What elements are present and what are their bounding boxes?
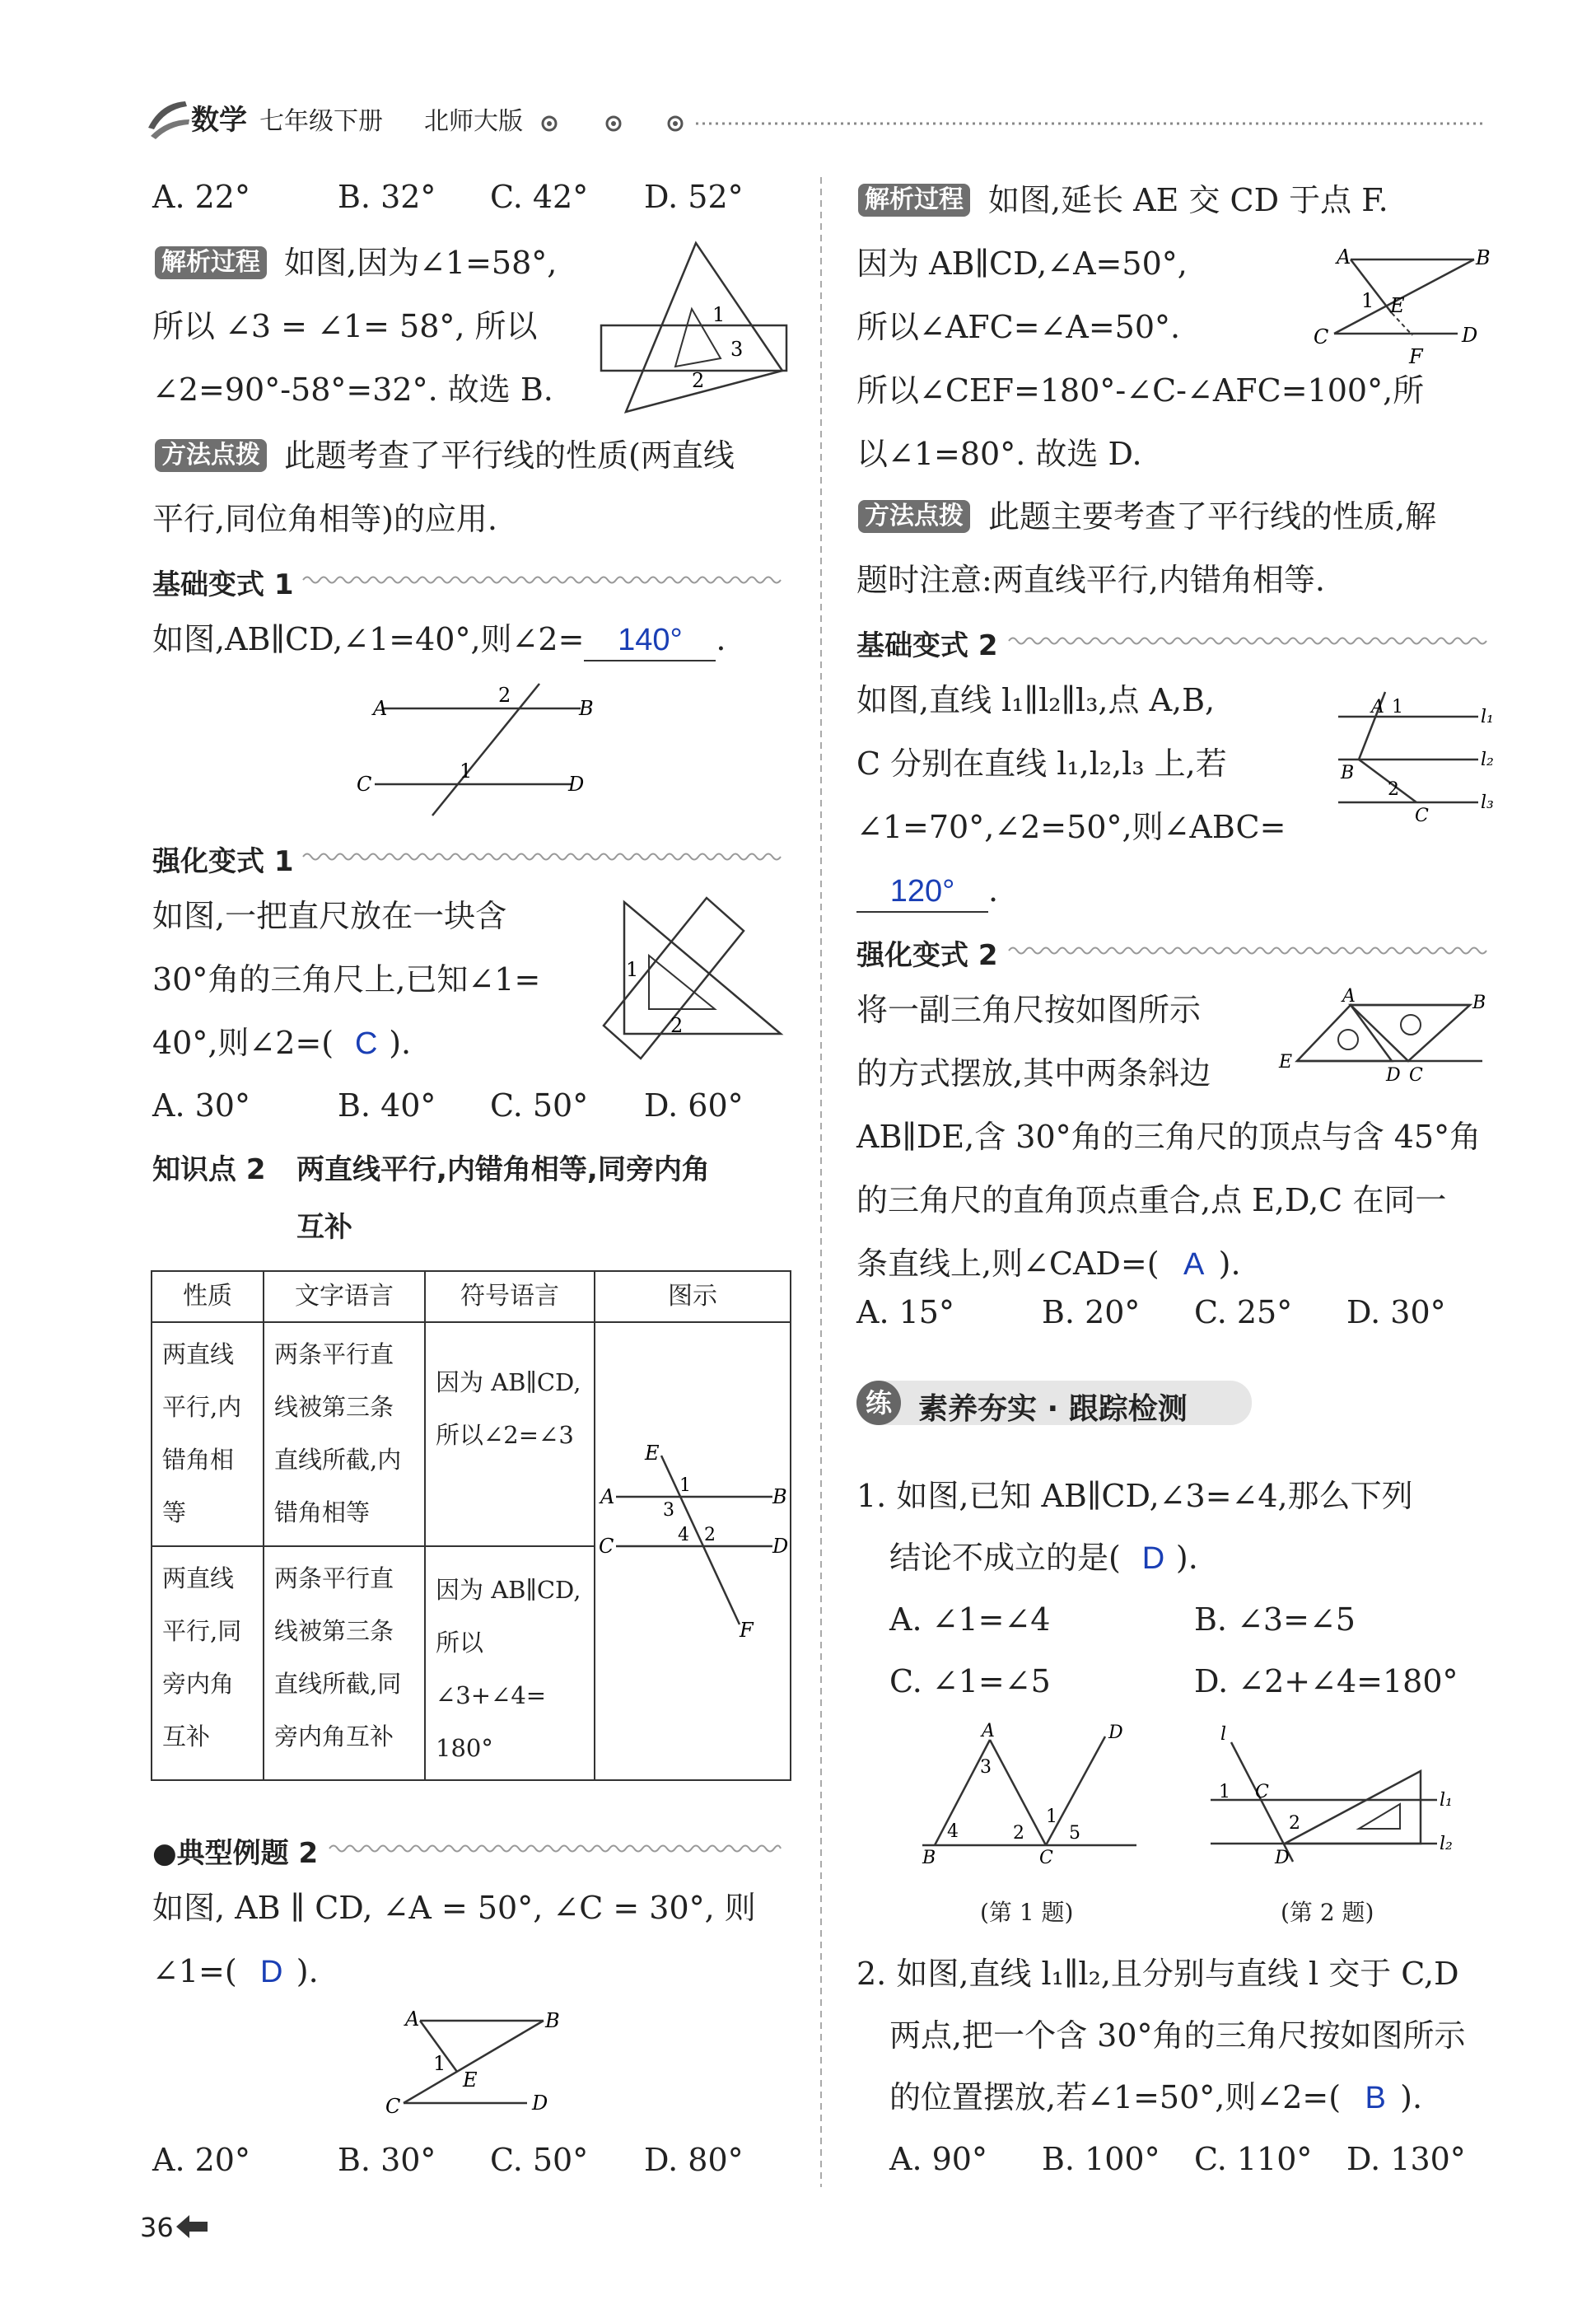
q1-figure	[914, 1722, 1145, 1870]
svg-text:A: A	[405, 2008, 420, 2031]
svg-text:B: B	[772, 1485, 787, 1508]
basic2-line2: C 分别在直线 l₁,l₂,l₃ 上,若	[856, 746, 1227, 782]
strong2-line2: 的方式摆放,其中两条斜边	[856, 1055, 1211, 1091]
svg-text:C: C	[599, 1535, 614, 1558]
q1-line1: 1. 如图,已知 AB∥CD,∠3=∠4,那么下列	[856, 1478, 1413, 1514]
svg-text:A: A	[982, 1721, 995, 1741]
knowledge-point-label: 知识点 2	[152, 1153, 266, 1186]
example2-option-a: A. 20°	[152, 2142, 250, 2178]
strong1-option-a: A. 30°	[152, 1087, 250, 1124]
svg-text:1: 1	[679, 1475, 691, 1496]
example2-figure	[371, 2006, 576, 2129]
parallel-lines-figure-basic1	[350, 675, 614, 824]
cell-line: 直线所截,内	[274, 1446, 402, 1474]
svg-text:B: B	[1341, 763, 1355, 783]
svg-text:B: B	[545, 2009, 560, 2032]
strong2-option-b: B. 20°	[1042, 1294, 1141, 1330]
svg-text:F: F	[1409, 345, 1423, 368]
q1-answer: D	[1141, 1541, 1165, 1576]
set-squares-figure	[1272, 986, 1495, 1087]
q1-option-b: B. ∠3=∠5	[1194, 1601, 1356, 1638]
q2-option-a: A. 90°	[889, 2141, 987, 2177]
analysis-tag-left: 解析过程	[155, 246, 267, 279]
example2-wave	[329, 1843, 781, 1854]
cell-line: 线被第三条	[274, 1617, 394, 1645]
analysis-left-line2: 所以 ∠3 = ∠1= 58°, 所以	[152, 308, 538, 344]
strong1-option-d: D. 60°	[644, 1087, 744, 1124]
cell-line: 平行,同	[162, 1617, 242, 1645]
book-logo-icon	[144, 95, 194, 144]
strong2-title: 强化变式 2	[856, 939, 998, 972]
cell-line: 直线所截,同	[274, 1670, 402, 1698]
method-right-line1: 此题主要考查了平行线的性质,解	[988, 498, 1437, 535]
method-left-line1: 此题考查了平行线的性质(两直线	[284, 437, 735, 474]
svg-text:C: C	[1314, 325, 1329, 348]
svg-text:3: 3	[730, 338, 744, 361]
q2-line3	[889, 2078, 1422, 2118]
analysis-right-line1: 如图,延长 AE 交 CD 于点 F.	[988, 182, 1388, 218]
example2-title: ●典型例题 2	[152, 1837, 319, 1870]
svg-text:1: 1	[433, 2052, 446, 2075]
strong2-line5-text: 条直线上,则∠CAD=(	[856, 1246, 1160, 1282]
q2-answer: B	[1365, 2081, 1386, 2115]
svg-text:A: A	[1342, 986, 1356, 1007]
cell-line: 线被第三条	[274, 1393, 394, 1421]
basic2-wave	[1009, 635, 1486, 647]
strong1-line3-end: ).	[389, 1025, 412, 1061]
cell-line: 两直线	[162, 1340, 235, 1368]
svg-text:B: B	[579, 697, 594, 720]
strong2-option-d: D. 30°	[1346, 1294, 1446, 1330]
svg-text:5: 5	[1069, 1823, 1080, 1844]
svg-text:B: B	[1472, 993, 1486, 1013]
analysis-right-figure	[1305, 243, 1495, 375]
q2-line3-end: ).	[1400, 2079, 1423, 2115]
q2-line1: 2. 如图,直线 l₁∥l₂,且分别与直线 l 交于 C,D	[856, 1956, 1459, 1992]
svg-text:E: E	[463, 2068, 478, 2092]
cell-line: 旁内角互补	[274, 1722, 394, 1750]
svg-text:4: 4	[947, 1821, 959, 1842]
svg-text:l₃: l₃	[1481, 792, 1494, 813]
strong2-wave	[1009, 945, 1486, 956]
svg-text:C: C	[357, 773, 372, 796]
cell-line: 180°	[436, 1734, 493, 1762]
strong1-line3	[152, 1023, 411, 1063]
q0-option-d: D. 52°	[644, 179, 744, 215]
fig1-caption: (第 1 题)	[980, 1899, 1074, 1926]
svg-text:l₂: l₂	[1440, 1834, 1453, 1854]
svg-text:D: D	[1386, 1065, 1401, 1086]
knowledge-point-title-2: 互补	[296, 1211, 352, 1244]
q2-figure	[1202, 1722, 1466, 1870]
strong1-line3-text: 40°,则∠2=(	[152, 1025, 334, 1061]
arrow-left-icon	[175, 2213, 211, 2241]
table-cell-text	[264, 1322, 425, 1546]
three-lines-figure	[1334, 688, 1499, 828]
q1-line2	[889, 1538, 1198, 1578]
svg-text:A: A	[1371, 697, 1384, 717]
svg-text:2: 2	[704, 1525, 716, 1545]
ruler-triangle-figure-1	[597, 239, 795, 420]
q1-option-c: C. ∠1=∠5	[889, 1663, 1051, 1699]
analysis-right-line2: 因为 AB∥CD,∠A=50°,	[856, 245, 1188, 282]
method-left-line2: 平行,同位角相等)的应用.	[152, 501, 497, 537]
table-cell-prop	[152, 1546, 264, 1780]
strong1-option-b: B. 40°	[338, 1087, 436, 1124]
svg-text:4: 4	[678, 1525, 689, 1545]
strong1-title: 强化变式 1	[152, 845, 294, 878]
header-edition: 北师大版	[424, 107, 523, 136]
svg-text:E: E	[1390, 294, 1405, 317]
cell-line: 所以∠2=∠3	[436, 1421, 574, 1449]
strong1-answer: C	[354, 1026, 378, 1061]
q0-option-a: A. 22°	[152, 179, 250, 215]
svg-text:A: A	[1337, 245, 1351, 269]
table-cell-prop	[152, 1322, 264, 1546]
svg-text:E: E	[645, 1442, 660, 1465]
basic1-question: 如图,AB∥CD,∠1=40°,则∠2= 140° .	[152, 619, 726, 661]
table-header-row	[152, 1271, 791, 1322]
svg-text:B: B	[922, 1848, 936, 1868]
strong2-line1: 将一副三角尺按如图所示	[856, 992, 1202, 1028]
cell-line: 错角相	[162, 1446, 235, 1474]
basic1-wave	[303, 574, 781, 586]
table-cell-symbol	[425, 1546, 595, 1780]
q1-line2-text: 结论不成立的是(	[889, 1540, 1121, 1576]
svg-text:C: C	[1039, 1848, 1053, 1868]
svg-text:1: 1	[712, 303, 726, 326]
cell-line: 因为 AB∥CD,	[436, 1368, 581, 1396]
svg-text:1: 1	[1046, 1807, 1057, 1827]
svg-text:2: 2	[498, 684, 511, 707]
basic2-line1: 如图,直线 l₁∥l₂∥l₃,点 A,B,	[856, 682, 1216, 718]
strong1-line1: 如图,一把直尺放在一块含	[152, 898, 507, 934]
svg-text:F: F	[740, 1619, 754, 1642]
svg-text:1: 1	[460, 760, 473, 783]
svg-text:A: A	[373, 697, 388, 720]
knowledge-point-title-1: 两直线平行,内错角相等,同旁内角	[296, 1153, 710, 1186]
q2-line2: 两点,把一个含 30°角的三角尺按如图所示	[889, 2017, 1466, 2054]
cell-line: 互补	[162, 1722, 211, 1750]
svg-text:A: A	[600, 1485, 615, 1508]
fig2-caption: (第 2 题)	[1281, 1899, 1374, 1926]
method-right-line2: 题时注意:两直线平行,内错角相等.	[856, 562, 1325, 598]
svg-text:D: D	[532, 2092, 548, 2115]
basic1-text: 如图,AB∥CD,∠1=40°,则∠2=	[152, 621, 585, 657]
table-header-cell: 性质	[152, 1271, 264, 1322]
cell-line: 平行,内	[162, 1393, 242, 1421]
svg-text:2: 2	[1388, 779, 1399, 800]
svg-text:2: 2	[670, 1014, 684, 1037]
strong2-option-a: A. 15°	[856, 1294, 954, 1330]
svg-text:D: D	[1108, 1722, 1123, 1743]
cell-line: 旁内角	[162, 1670, 235, 1698]
strong2-line4: 的三角尺的直角顶点重合,点 E,D,C 在同一	[856, 1182, 1447, 1218]
svg-text:1: 1	[1361, 289, 1374, 312]
q1-option-d: D. ∠2+∠4=180°	[1194, 1663, 1458, 1699]
q2-option-b: B. 100°	[1042, 2141, 1160, 2177]
table-header-cell: 文字语言	[264, 1271, 425, 1322]
example2-line1: 如图, AB ∥ CD, ∠A = 50°, ∠C = 30°, 则	[152, 1890, 756, 1926]
table-cell-figure	[595, 1322, 791, 1780]
practice-title: 素养夯实 · 跟踪检测	[918, 1392, 1188, 1426]
svg-text:l₁: l₁	[1481, 707, 1494, 727]
analysis-right-line4: 所以∠CEF=180°-∠C-∠AFC=100°,所	[856, 372, 1425, 409]
svg-text:B: B	[1476, 246, 1491, 269]
example2-option-d: D. 80°	[644, 2142, 744, 2178]
method-tag-right: 方法点拨	[858, 500, 970, 533]
cell-line: 两直线	[162, 1564, 235, 1592]
basic1-answer-blank: 140°	[584, 620, 716, 661]
basic2-line3: ∠1=70°,∠2=50°,则∠ABC=	[856, 809, 1286, 845]
svg-text:2: 2	[692, 369, 705, 392]
basic1-title: 基础变式 1	[152, 568, 294, 601]
transversal-figure	[595, 1435, 789, 1649]
basic2-line4: 120° .	[856, 871, 998, 913]
example2-line2-end: ).	[296, 1953, 319, 1989]
basic2-title: 基础变式 2	[856, 629, 998, 662]
ruler-triangle-figure-2	[591, 894, 789, 1059]
svg-text:1: 1	[626, 958, 639, 981]
strong2-line5-end: ).	[1218, 1246, 1241, 1282]
strong2-answer: A	[1183, 1247, 1205, 1282]
example2-line2	[152, 1951, 319, 1992]
q1-option-a: A. ∠1=∠4	[889, 1601, 1051, 1638]
practice-icon: 练	[856, 1381, 901, 1425]
q0-option-c: C. 42°	[490, 179, 589, 215]
example2-line2-text: ∠1=(	[152, 1953, 237, 1989]
svg-text:1: 1	[1219, 1782, 1230, 1802]
strong1-line2: 30°角的三角尺上,已知∠1=	[152, 961, 541, 998]
strong1-option-c: C. 50°	[490, 1087, 589, 1124]
table-header-cell: 图示	[595, 1271, 791, 1322]
svg-text:C: C	[1409, 1065, 1423, 1086]
svg-text:C: C	[1415, 806, 1429, 826]
analysis-right-line5: 以∠1=80°. 故选 D.	[856, 436, 1142, 472]
example2-option-b: B. 30°	[338, 2142, 436, 2178]
svg-text:1: 1	[1392, 697, 1403, 717]
svg-text:C: C	[1255, 1782, 1269, 1802]
svg-text:2: 2	[1289, 1813, 1300, 1834]
svg-text:D: D	[568, 773, 585, 796]
header-dotted-rule	[539, 114, 1486, 133]
q2-line3-text: 的位置摆放,若∠1=50°,则∠2=(	[889, 2079, 1342, 2115]
example2-answer: D	[260, 1955, 283, 1989]
example2-option-c: C. 50°	[490, 2142, 589, 2178]
header-subject: 数学	[191, 104, 247, 137]
strong2-option-c: C. 25°	[1194, 1294, 1293, 1330]
svg-text:C: C	[385, 2095, 401, 2118]
svg-text:3: 3	[663, 1500, 674, 1521]
column-divider	[819, 177, 823, 2187]
q2-option-d: D. 130°	[1346, 2141, 1466, 2177]
knowledge-table	[151, 1270, 791, 1781]
basic2-answer-blank: 120°	[856, 872, 988, 913]
svg-text:l₁: l₁	[1440, 1790, 1453, 1811]
cell-line: 因为 AB∥CD,	[436, 1576, 581, 1604]
strong2-line3: AB∥DE,含 30°角的三角尺的顶点与含 45°角	[856, 1119, 1482, 1155]
cell-line: 两条平行直	[274, 1564, 394, 1592]
svg-text:E: E	[1279, 1052, 1293, 1073]
q2-option-c: C. 110°	[1194, 2141, 1313, 2177]
page-number: 36	[140, 2212, 174, 2243]
table-cell-text	[264, 1546, 425, 1780]
analysis-right-line3: 所以∠AFC=∠A=50°.	[856, 309, 1181, 345]
svg-text:2: 2	[1013, 1823, 1024, 1844]
svg-text:l: l	[1220, 1724, 1227, 1745]
method-tag-left: 方法点拨	[155, 439, 267, 472]
analysis-left-line1: 如图,因为∠1=58°,	[284, 245, 558, 281]
analysis-tag-right: 解析过程	[858, 184, 970, 217]
table-cell-symbol	[425, 1322, 595, 1546]
cell-line: 两条平行直	[274, 1340, 394, 1368]
q1-line2-end: ).	[1175, 1540, 1198, 1576]
svg-text:l₂: l₂	[1481, 750, 1494, 770]
cell-line: 等	[162, 1498, 187, 1526]
table-header-cell: 符号语言	[425, 1271, 595, 1322]
header-grade: 七年级下册	[259, 107, 383, 136]
analysis-left-line3: ∠2=90°-58°=32°. 故选 B.	[152, 372, 553, 408]
cell-line: 错角相等	[274, 1498, 371, 1526]
table-row	[152, 1322, 791, 1546]
svg-text:D: D	[1275, 1848, 1290, 1868]
cell-line: 所以∠3+∠4=	[436, 1629, 547, 1709]
svg-text:3: 3	[980, 1757, 992, 1778]
strong1-wave	[303, 851, 781, 862]
svg-text:D: D	[1462, 324, 1478, 347]
svg-text:D: D	[772, 1535, 789, 1558]
strong2-line5	[856, 1244, 1241, 1284]
q0-option-b: B. 32°	[338, 179, 436, 215]
